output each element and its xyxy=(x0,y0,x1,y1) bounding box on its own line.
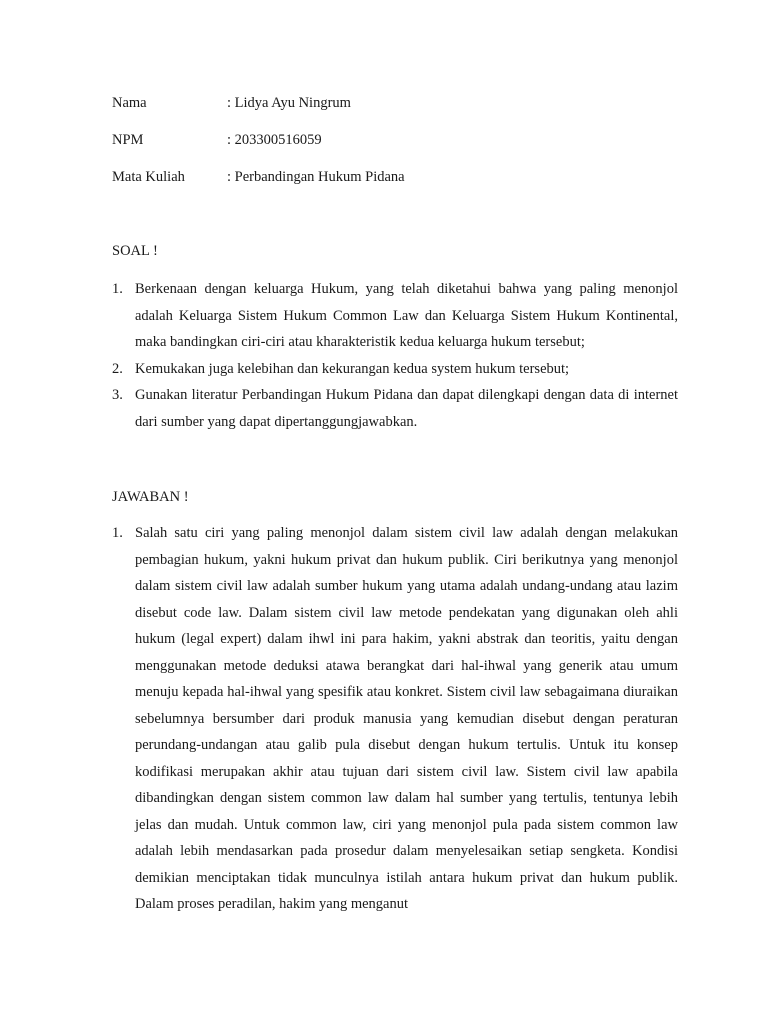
npm-label: NPM xyxy=(112,132,144,148)
soal-item-text: Kemukakan juga kelebihan dan kekurangan kedua system hukum tersebut; xyxy=(135,360,570,377)
info-row-mata-kuliah xyxy=(112,168,405,186)
jawaban-item-text: Salah satu ciri yang paling menonjol dalam sistem civil law adalah dengan melakukan pembagian hukum, yakni hukum privat dan hukum publik. Ciri berikutnya yang menonjol dalam sistem civil law adalah sumber hukum yang utama adalah undang-undang atau lazim disebut code law. Dalam sistem civil law metode pendekatan yang digunakan oleh ahli hukum (legal expert) dalam ihwl ini para hakim, yakni abstrak dan teoritis, yaitu dengan menggunakan metode deduksi atawa berangkat dari hal-ihwal yang generik atau umum menuju kepada hal-ihwal yang spesifik atau konkret. Sistem civil law sebagaimana diuraikan sebelumnya bersumber dari produk manusia yang kemudian disebut dengan peraturan perundang-undangan atau galib pula disebut dengan hukum tertulis. Untuk itu konsep kodifikasi merupakan akhir atau tujuan dari sistem civil law. Sistem civil law apabila dibandingkan dengan sistem common law dalam hal sumber yang tertulis, tentunya lebih jelas dan mudah. Untuk common law, ciri yang menonjol pula pada sistem common law adalah lebih mendasarkan pada prosedur dalam menyelesaikan setiap sengketa. Kondisi demikian menciptakan tidak munculnya istilah antara hukum privat dan hukum publik. Dalam proses peradilan, hakim yang menganut xyxy=(135,525,678,912)
soal-item-number: 1. xyxy=(112,281,123,297)
soal-heading: SOAL ! xyxy=(112,243,158,259)
nama-label: Nama xyxy=(112,95,147,111)
jawaban-heading: JAWABAN ! xyxy=(112,489,189,505)
soal-item-text: Gunakan literatur Perbandingan Hukum Pidana dan dapat dilengkapi dengan data di internet dari sumber yang dapat dipertanggungjawabkan. xyxy=(135,387,678,430)
jawaban-item xyxy=(112,520,678,918)
soal-item-text: Berkenaan dengan keluarga Hukum, yang telah diketahui bahwa yang paling menonjol adalah Keluarga Sistem Hukum Common Law dan Keluarga Sistem Hukum Kontinental, maka bandingkan ciri-ciri atau kharakteristik kedua keluarga hukum tersebut; xyxy=(135,281,678,350)
soal-item xyxy=(112,382,678,435)
mata-kuliah-label: Mata Kuliah xyxy=(112,169,185,185)
soal-item-number: 3. xyxy=(112,387,123,403)
info-row-npm xyxy=(112,131,322,149)
soal-item xyxy=(112,276,678,356)
nama-value: : Lidya Ayu Ningrum xyxy=(227,95,351,111)
mata-kuliah-value: : Perbandingan Hukum Pidana xyxy=(227,169,405,185)
soal-item-number: 2. xyxy=(112,360,123,377)
jawaban-item-number: 1. xyxy=(112,525,123,541)
soal-list xyxy=(112,276,678,435)
soal-item xyxy=(112,356,678,383)
jawaban-list xyxy=(112,520,678,918)
info-row-nama xyxy=(112,94,351,112)
npm-value: : 203300516059 xyxy=(227,132,322,148)
